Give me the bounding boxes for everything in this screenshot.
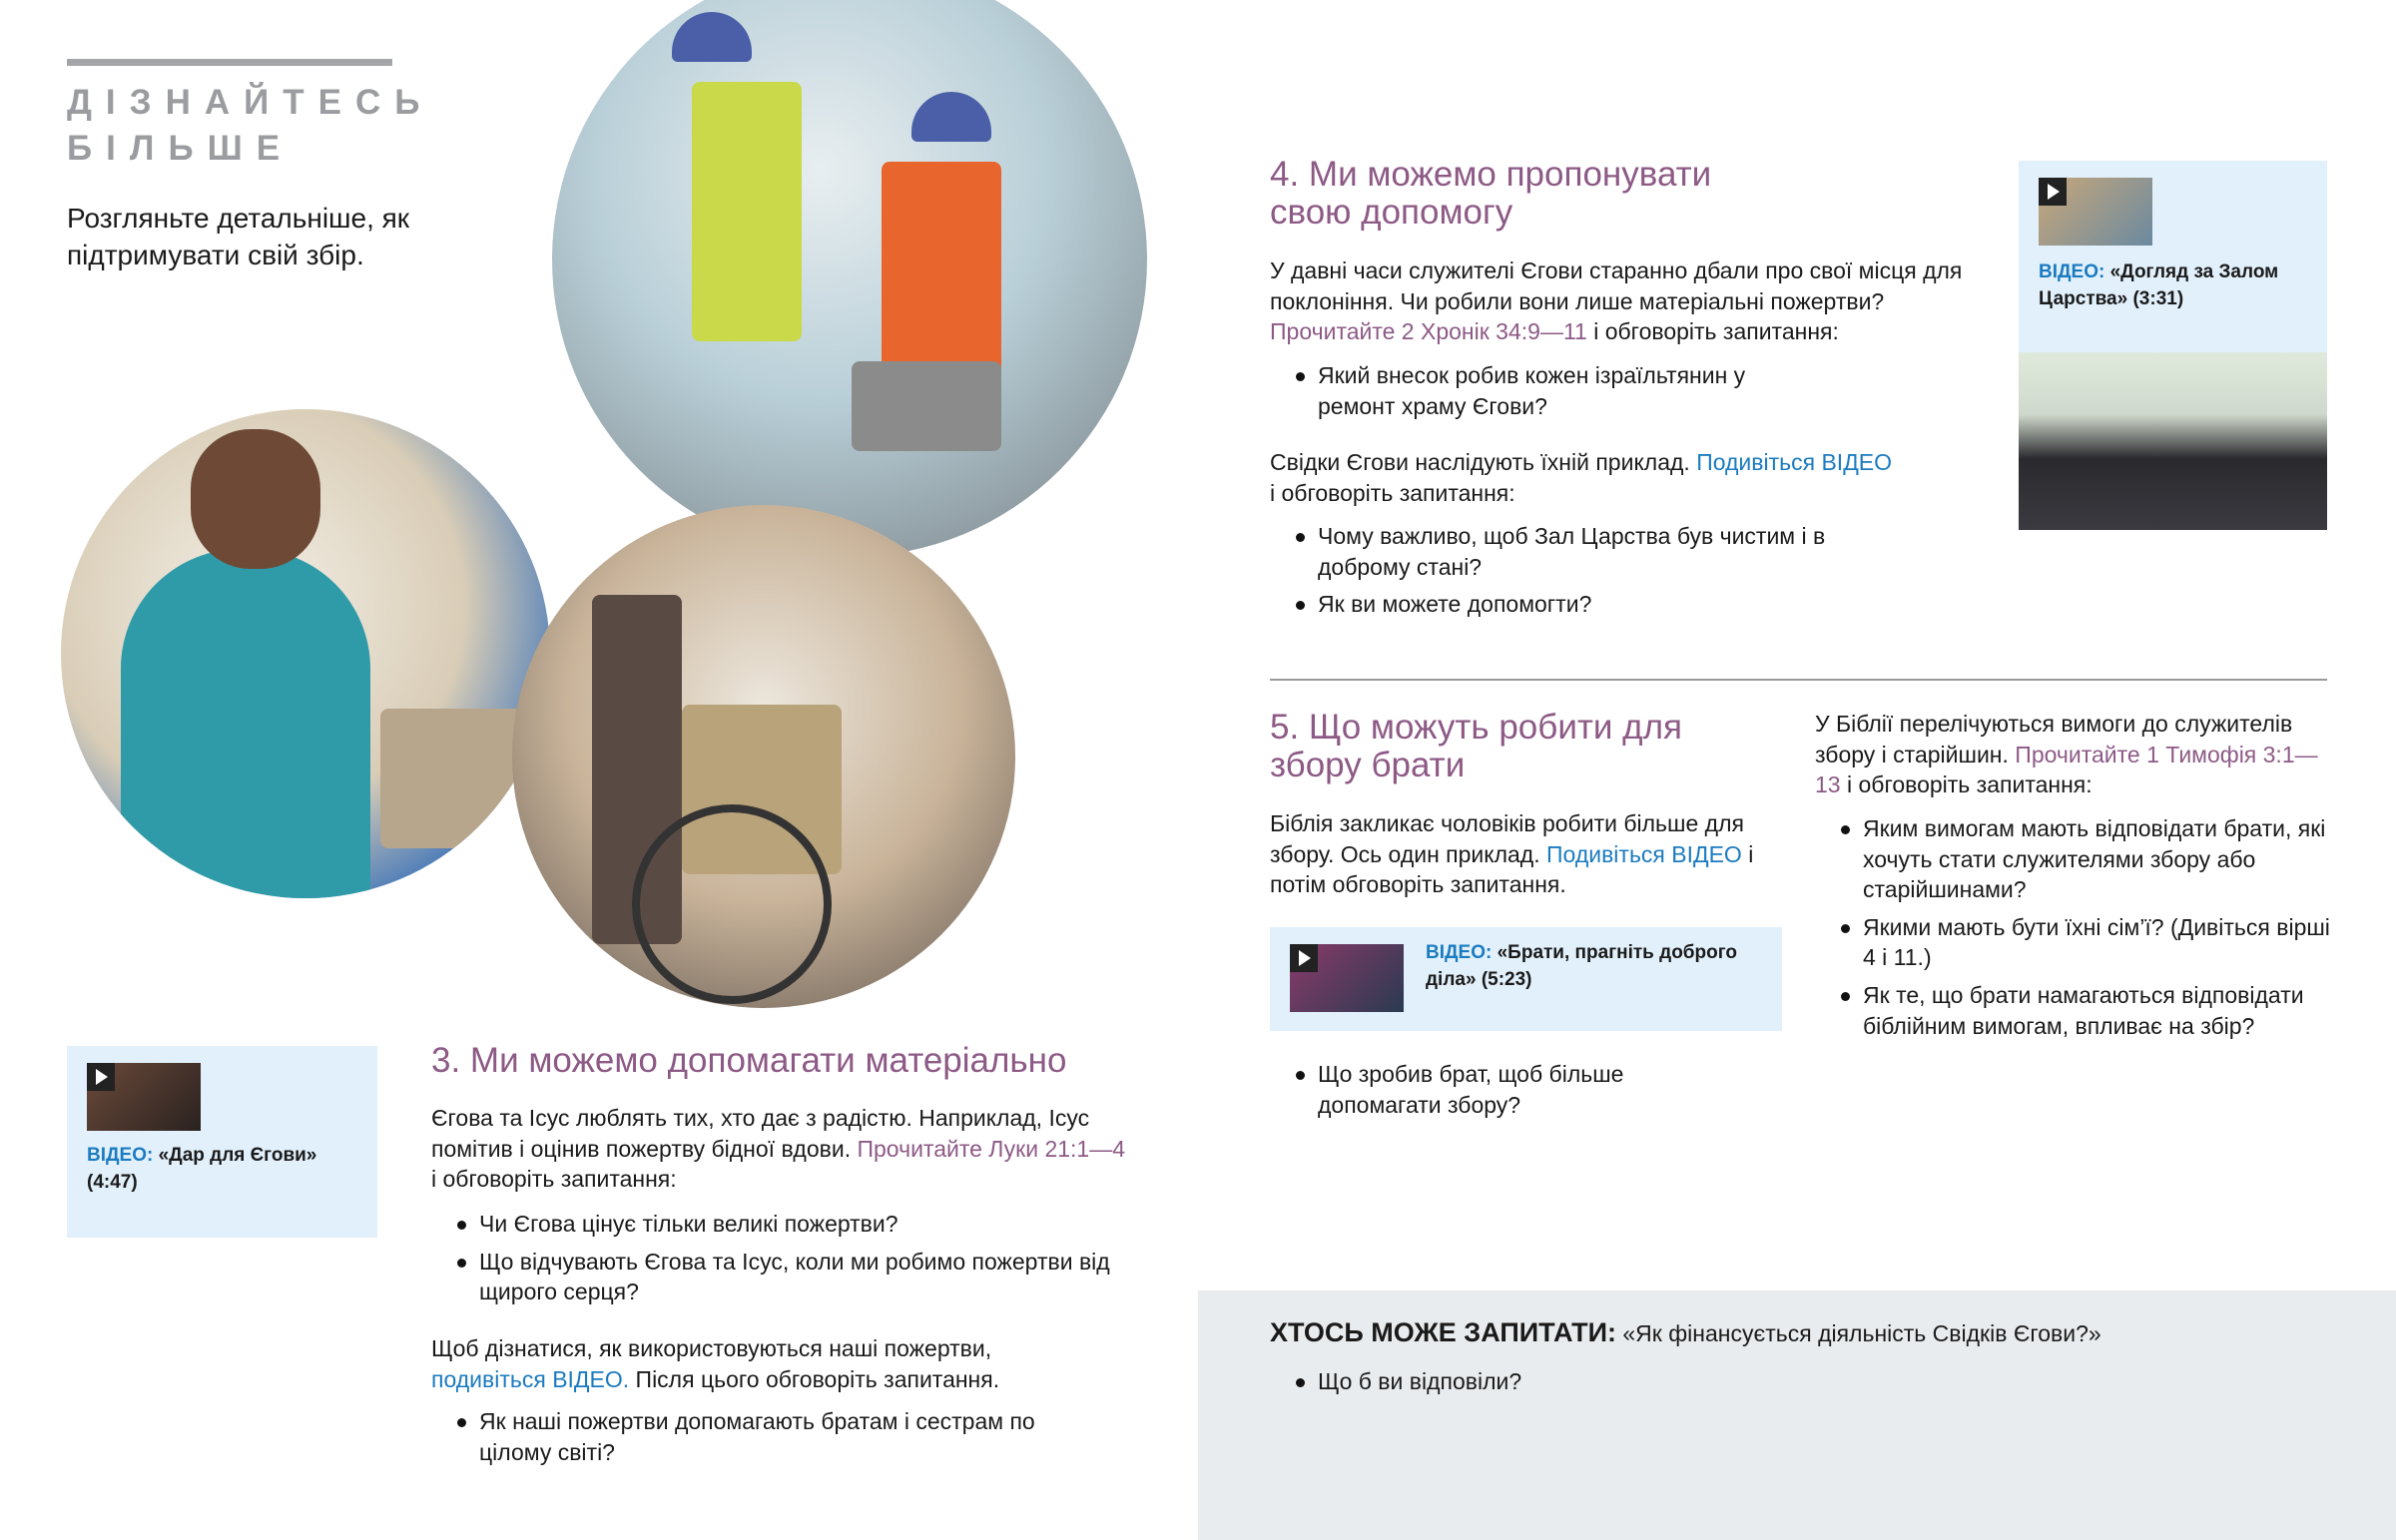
play-icon[interactable] xyxy=(1290,944,1318,972)
section-divider xyxy=(1270,679,2327,681)
video-card-gift[interactable] xyxy=(67,1046,377,1238)
illustration-construction-volunteers xyxy=(552,0,1147,557)
section-5-questions-1 xyxy=(1294,1059,1753,1127)
video-card-brothers[interactable] xyxy=(1270,927,1782,1031)
video-link[interactable]: Подивіться ВІДЕО xyxy=(1546,840,1742,867)
section-4-questions-1 xyxy=(1294,360,1773,428)
list-item: Що зробив брат, щоб більше допомагати збору? xyxy=(1294,1059,1753,1120)
section-4-questions-2 xyxy=(1294,521,1853,627)
list-item: Чи Єгова цінує тільки великі пожертви? xyxy=(455,1209,1114,1240)
section-3-paragraph-1: Єгова та Ісус люблять тих, хто дає з радістю. Наприклад, Ісус помітив і оцінив пожертву бідної вдови. Прочитайте Луки 21:1—4 і обговоріть запитання: xyxy=(431,1105,1126,1193)
intro-text: Розгляньте детальніше, як підтримувати свій збір. xyxy=(67,203,410,270)
video-thumbnail[interactable] xyxy=(1290,944,1404,1012)
list-item: Який внесок робив кожен ізраїльтянин у ремонт храму Єгови? xyxy=(1294,360,1773,421)
section-3-heading: 3. Ми можемо допомагати матеріально xyxy=(431,1041,1067,1080)
list-item: Як ви можете допомогти? xyxy=(1294,589,1853,620)
section-4-paragraph-2: Свідки Єгови наслідують їхній приклад. Подивіться ВІДЕО і обговоріть запитання: xyxy=(1270,449,1893,506)
video-card-kingdom-hall[interactable] xyxy=(2019,161,2327,530)
section-5-heading: 5. Що можуть робити для збору брати xyxy=(1270,708,1682,784)
kicker-line-1: ДІЗНАЙТЕСЬ xyxy=(67,83,434,122)
list-item: Що відчувають Єгова та Ісус, коли ми робимо пожертви від щирого серця? xyxy=(455,1247,1114,1307)
illustration-woman-donating xyxy=(61,409,550,898)
section-5-questions-2 xyxy=(1839,813,2338,1048)
section-5-paragraph-1: Біблія закликає чоловіків робити більше для збору. Ось один приклад. Подивіться ВІДЕО і потім обговоріть запитання. xyxy=(1270,810,1754,898)
ask-label: ХТОСЬ МОЖЕ ЗАПИТАТИ: xyxy=(1270,1317,1616,1347)
list-item: Як те, що брати намагаються відповідати біблійним вимогам, впливає на збір? xyxy=(1839,980,2338,1041)
video-link[interactable]: Подивіться ВІДЕО xyxy=(1696,449,1893,475)
video-thumbnail[interactable] xyxy=(87,1063,201,1131)
video-thumbnail[interactable] xyxy=(2039,178,2152,246)
kicker-line-2: БІЛЬШЕ xyxy=(67,129,295,168)
ask-questions xyxy=(1294,1366,1793,1404)
play-icon[interactable] xyxy=(87,1063,115,1091)
section-3-paragraph-2: Щоб дізнатися, як використовуються наші пожертви, подивіться ВІДЕО. Після цього обговоріть запитання. xyxy=(431,1335,1000,1392)
ask-prompt xyxy=(1270,1317,2101,1348)
list-item: Як наші пожертви допомагають братам і сестрам по цілому світі? xyxy=(455,1406,1054,1467)
section-4-paragraph-1: У давні часи служителі Єгови старанно дбали про свої місця для поклоніння. Чи робили вони лише матеріальні пожертви? Прочитайте 2 Хронік 34:9—11 і обговоріть запитання: xyxy=(1270,257,1963,345)
scripture-link[interactable]: Прочитайте 2 Хронік 34:9—11 xyxy=(1270,318,1587,345)
kingdom-hall-cleaning-photo xyxy=(2019,352,2327,530)
section-3-questions-2 xyxy=(455,1406,1054,1474)
section-3-questions-1 xyxy=(455,1209,1114,1314)
section-5-paragraph-2: У Біблії перелічуються вимоги до служителів збору і старійшин. Прочитайте 1 Тимофія 3:1—13 і обговоріть запитання: xyxy=(1815,711,2318,798)
ask-question: «Як фінансується діяльність Свідків Єгови?» xyxy=(1622,1320,2101,1346)
video-caption: ВІДЕО: «Брати, прагніть доброго діла» (5:23) xyxy=(1426,942,1738,990)
video-link[interactable]: подивіться ВІДЕО. xyxy=(431,1365,630,1392)
video-caption: ВІДЕО: «Догляд за Залом Царства» (3:31) xyxy=(2039,261,2279,309)
section-4-heading: 4. Ми можемо пропонувати свою допомогу xyxy=(1270,155,1712,232)
scripture-link[interactable]: Прочитайте Луки 21:1—4 xyxy=(857,1135,1126,1162)
video-caption: ВІДЕО: «Дар для Єгови» (4:47) xyxy=(87,1145,317,1193)
list-item: Що б ви відповіли? xyxy=(1294,1366,1793,1397)
list-item: Яким вимогам мають відповідати брати, які хочуть стати служителями збору або старійшинами? xyxy=(1839,813,2338,905)
section-kicker xyxy=(67,80,433,172)
scripture-link[interactable]: Прочитайте 1 Тимофія 3:1—13 xyxy=(1815,741,2318,798)
play-icon[interactable] xyxy=(2039,178,2067,206)
list-item: Чому важливо, щоб Зал Царства був чистим і в доброму стані? xyxy=(1294,521,1853,582)
illustration-wheelchair-help xyxy=(512,505,1015,1008)
header-rule xyxy=(67,59,392,66)
list-item: Якими мають бути їхні сім’ї? (Дивіться вірші 4 і 11.) xyxy=(1839,912,2338,973)
